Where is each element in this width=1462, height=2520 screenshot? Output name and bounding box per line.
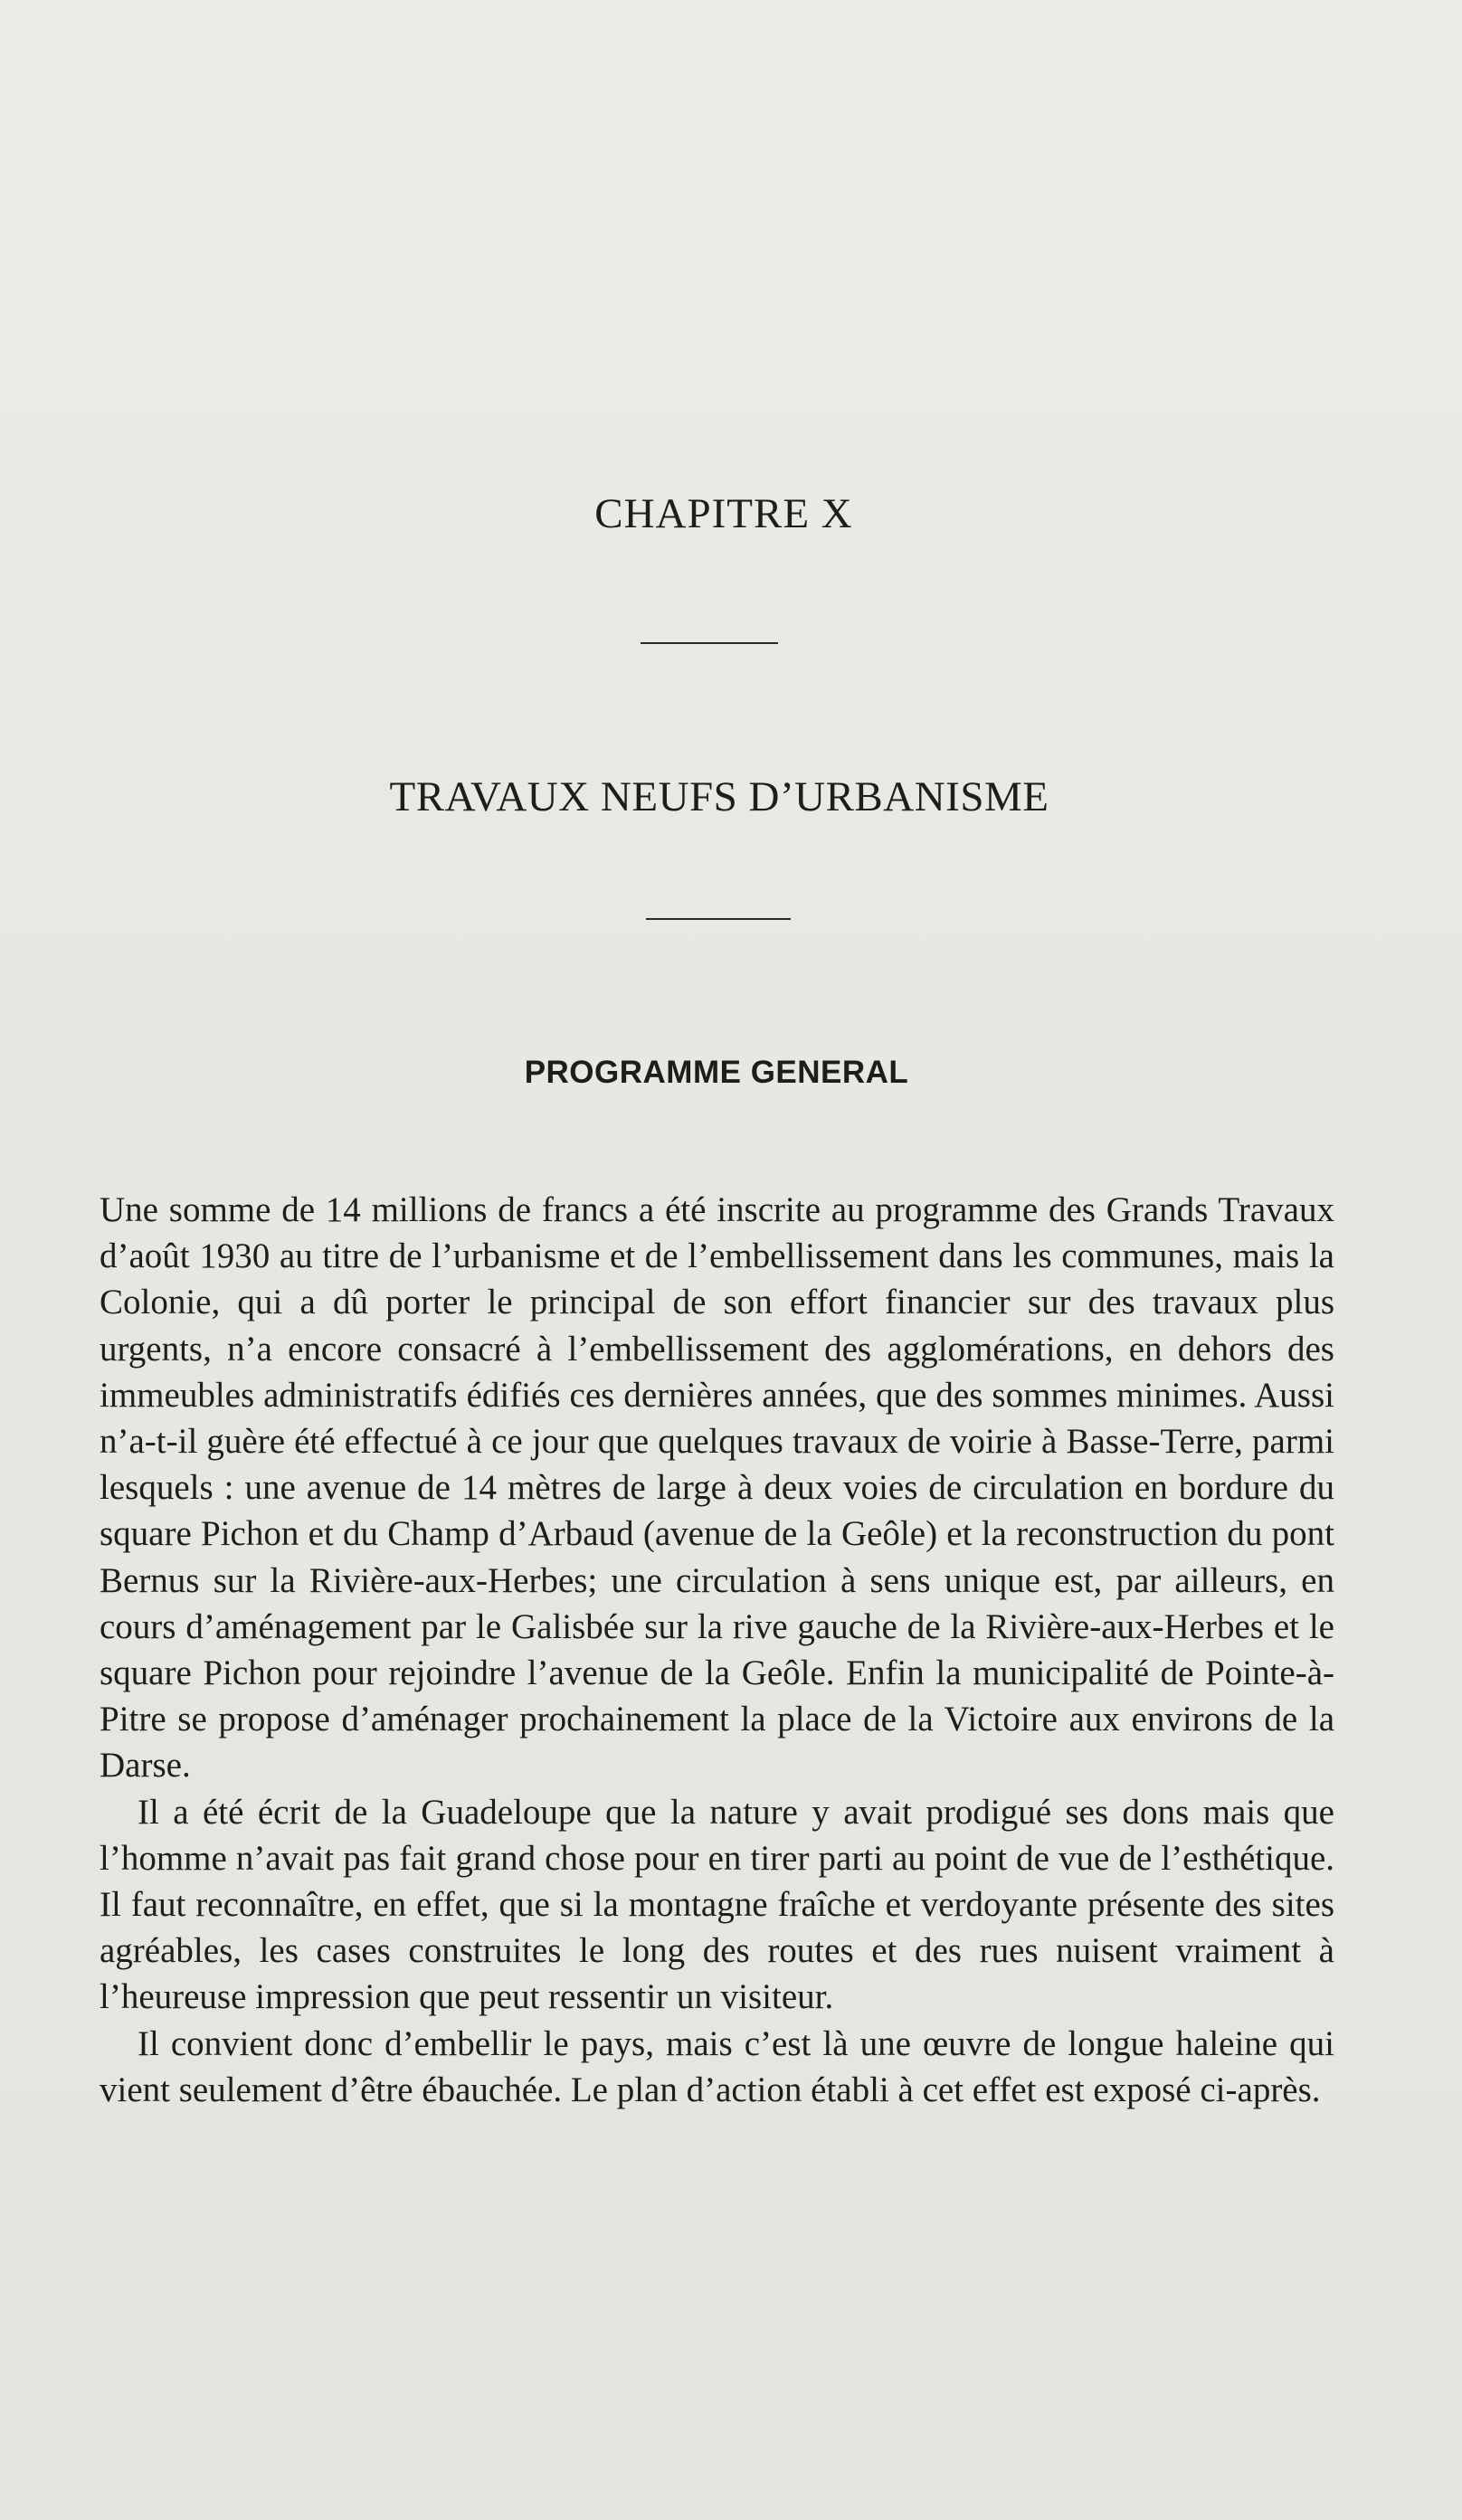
chapter-title: TRAVAUX NEUFS D’URBANISME	[389, 773, 1049, 820]
divider-rule	[646, 918, 791, 920]
body-text	[100, 1187, 1334, 2113]
divider-rule	[641, 642, 778, 644]
paragraph: Une somme de 14 millions de francs a été inscrite au programme des Grands Travaux d’août 1930 au titre de l’urbanisme et de l’embellissement dans les communes, mais la Colonie, qui a dû porter le principal de son effort financier sur des travaux plus urgents, n’a encore consacré à l’embellissement des agglomérations, en dehors des immeubles administratifs édifiés ces dernières années, que des sommes minimes. Aussi n’a-t-il guère été effectué à ce jour que quelques travaux de voirie à Basse-Terre, parmi lesquels : une avenue de 14 mètres de large à deux voies de circulation en bordure du square Pichon et du Champ d’Arbaud (avenue de la Geôle) et la reconstruction du pont Bernus sur la Rivière-aux-Herbes; une circulation à sens unique est, par ailleurs, en cours d’aménagement par le Galisbée sur la rive gauche de la Rivière-aux-Herbes et le square Pichon pour rejoindre l’avenue de la Geôle. Enfin la municipalité de Pointe-à-Pitre se propose d’aménager prochainement la place de la Victoire aux environs de la Darse.	[100, 1190, 1334, 1786]
paragraph: Il a été écrit de la Guadeloupe que la nature y avait prodigué ses dons mais que l’homme n’avait pas fait grand chose pour en tirer parti au point de vue de l’esthétique. Il faut reconnaître, en effet, que si la montagne fraîche et verdoyante présente des sites agréables, les cases construites le long des routes et des rues nuisent vraiment à l’heureuse impression que peut ressentir un visiteur.	[100, 1792, 1334, 2017]
section-heading: PROGRAMME GENERAL	[524, 1055, 909, 1090]
paragraph: Il convient donc d’embellir le pays, mais c’est là une œuvre de longue haleine qui vient seulement d’être ébauchée. Le plan d’action établi à cet effet est exposé ci-après.	[100, 2023, 1334, 2109]
chapter-label: CHAPITRE X	[594, 490, 853, 537]
